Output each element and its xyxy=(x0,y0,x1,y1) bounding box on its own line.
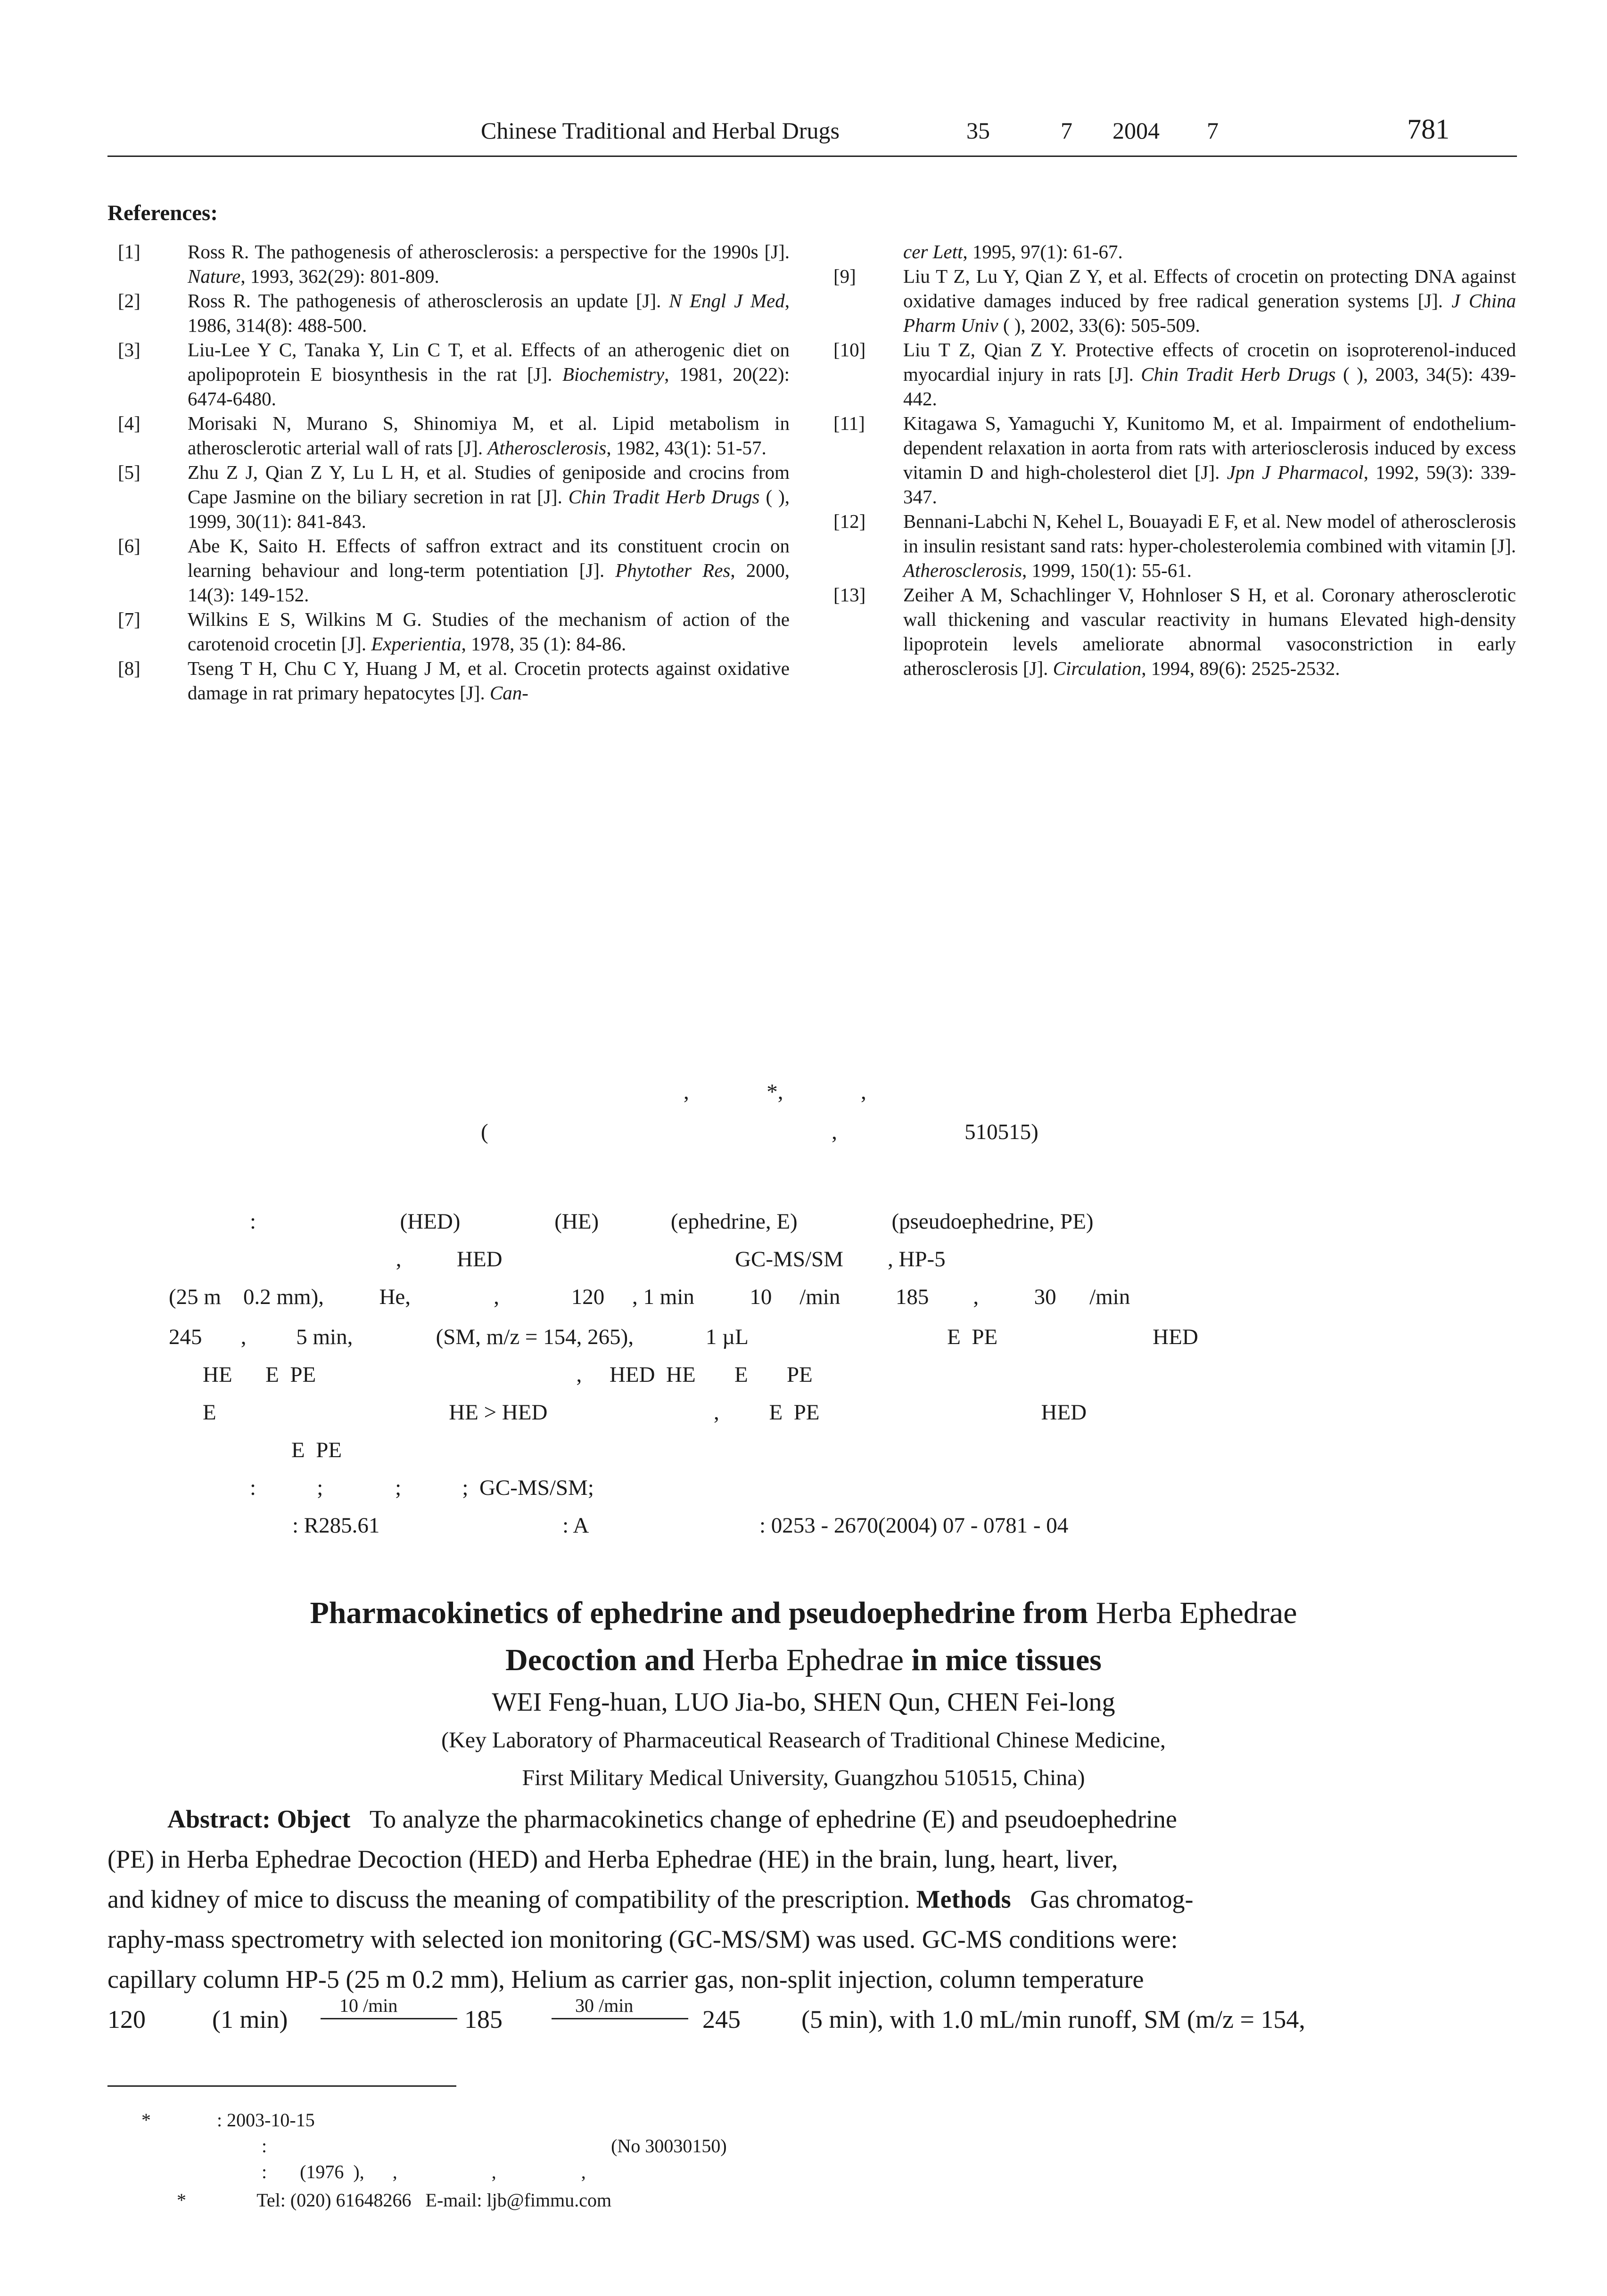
reference-journal: J China Pharm Univ xyxy=(903,290,1516,336)
journal-name: Chinese Traditional and Herbal Drugs xyxy=(481,117,840,144)
reference-text: Morisaki N, Murano S, Shinomiya M, et al. Lipid metabolism in atherosclerotic arterial wall of rats [J]. Atherosclerosis, 1982, 43(1): 51-57. xyxy=(188,412,790,459)
reference-text: Liu T Z, Lu Y, Qian Z Y, et al. Effects of crocetin on protecting DNA against oxidative damages induced by free radical generation systems [J]. J China Pharm Univ ( ), 2002, 33(6): 505-509. xyxy=(903,265,1516,336)
reference-item xyxy=(833,411,1516,509)
reference-journal: Jpn J Pharmacol xyxy=(1227,461,1364,483)
footnote-fund: : (No 30030150) xyxy=(262,2135,727,2157)
cn-authors: , *, , xyxy=(684,1080,866,1104)
reference-number: [2] xyxy=(118,290,140,312)
reference-text: Wilkins E S, Wilkins M G. Studies of the mechanism of action of the carotenoid crocetin [J]. Experientia, 1978, 35 (1): 84-86. xyxy=(188,608,790,655)
cn-abstract-line-6: E HE > HED , E PE HED xyxy=(203,1400,1087,1425)
reference-journal: Can- xyxy=(489,682,528,704)
reference-item xyxy=(118,460,790,533)
footnote-contact: * Tel: (020) 61648266 E-mail: ljb@fimmu.com xyxy=(177,2189,612,2211)
reference-journal: Chin Tradit Herb Drugs xyxy=(568,486,760,508)
reference-text: Liu T Z, Qian Z Y. Protective effects of crocetin on isoproterenol-induced myocardial injury in rats [J]. Chin Tradit Herb Drugs ( ), 2003, 34(5): 439-442. xyxy=(903,339,1516,410)
header-year: 2004 xyxy=(1113,117,1160,144)
cn-keywords: : ; ; ; GC-MS/SM; xyxy=(250,1476,594,1500)
english-abstract-line-3: and kidney of mice to discuss the meaning of compatibility of the prescription. Methods Gas chromatog- xyxy=(107,1885,1194,1913)
reference-continuation: cer Lett, 1995, 97(1): 61-67. xyxy=(903,241,1123,262)
english-title-line-2: Decoction and Herba Ephedrae in mice tissues xyxy=(505,1643,1102,1677)
reference-number: [3] xyxy=(118,339,140,361)
reference-text: Ross R. The pathogenesis of atherosclerosis: a perspective for the 1990s [J]. Nature, 1993, 362(29): 801-809. xyxy=(188,241,790,287)
reference-number: [8] xyxy=(118,657,140,679)
header-issue: 7 xyxy=(1061,117,1072,144)
reference-number: [7] xyxy=(118,608,140,630)
reference-number: [13] xyxy=(833,584,866,606)
reference-item xyxy=(833,337,1516,411)
english-title-line-1: Pharmacokinetics of ephedrine and pseudoephedrine from Herba Ephedrae xyxy=(310,1596,1297,1630)
reference-number: [4] xyxy=(118,412,140,434)
cn-affiliation: ( , 510515) xyxy=(481,1120,1038,1144)
running-header xyxy=(481,117,840,144)
temp-hold-1: (1 min) xyxy=(212,2005,288,2034)
temp-hold-2: (5 min), with 1.0 mL/min runoff, SM (m/z = 154, xyxy=(801,2005,1305,2034)
english-affiliation-1: (Key Laboratory of Pharmaceutical Reasearch of Traditional Chinese Medicine, xyxy=(441,1728,1166,1753)
reference-item xyxy=(118,411,790,460)
reference-journal: Experientia xyxy=(371,633,461,655)
reference-number: [1] xyxy=(118,241,140,262)
reference-item xyxy=(118,288,790,337)
reference-text: Liu-Lee Y C, Tanaka Y, Lin C T, et al. Effects of an atherogenic diet on apolipoprotein E biosynthesis in the rat [J]. Biochemistry, 1981, 20(22): 6474-6480. xyxy=(188,339,790,410)
cn-abstract-line-7: E PE xyxy=(203,1438,342,1462)
reference-number: [12] xyxy=(833,510,866,532)
footnote-author: : (1976 ), , , , xyxy=(262,2161,586,2182)
reference-item xyxy=(118,239,790,288)
reference-text: Zeiher A M, Schachlinger V, Hohnloser S H, et al. Coronary atherosclerotic wall thickening and vascular reactivity in humans Elevated high-density lipoprotein levels ameliorate abnormal vasoconstriction in early atherosclerosis [J]. Circulation, 1994, 89(6): 2525-2532. xyxy=(903,584,1516,679)
cn-classification: : R285.61 : A : 0253 - 2670(2004) 07 - 0781 - 04 xyxy=(292,1513,1069,1538)
reference-item xyxy=(833,582,1516,681)
reference-item xyxy=(833,264,1516,337)
reference-text: Kitagawa S, Yamaguchi Y, Kunitomo M, et al. Impairment of endothelium-dependent relaxation in aorta from rats with arteriosclerosis induced by excess vitamin D and high-cholesterol diet [J]. Jpn J Pharmacol, 1992, 59(3): 339-347. xyxy=(903,412,1516,508)
reference-item xyxy=(833,509,1516,582)
cn-abstract-line-1: : (HED) (HE) (ephedrine, E) (pseudoephedrine, PE) xyxy=(250,1209,1094,1234)
reference-number: [9] xyxy=(833,265,856,287)
references-right-column xyxy=(833,239,1516,681)
cn-abstract-line-4: 245 , 5 min, (SM, m/z = 154, 265), 1 µL E PE HED xyxy=(169,1325,1198,1349)
reference-number: [5] xyxy=(118,461,140,483)
header-rule xyxy=(107,156,1517,157)
reference-item xyxy=(118,533,790,607)
reference-text: Zhu Z J, Qian Z Y, Lu L H, et al. Studies of geniposide and crocins from Cape Jasmine on the biliary secretion in rat [J]. Chin Tradit Herb Drugs ( ), 1999, 30(11): 841-843. xyxy=(188,461,790,532)
reference-item xyxy=(118,607,790,656)
english-abstract-line-2: (PE) in Herba Ephedrae Decoction (HED) and Herba Ephedrae (HE) in the brain, lung, heart, liver, xyxy=(107,1845,1118,1873)
rate-arrow-1 xyxy=(321,2018,457,2019)
reference-journal: Biochemistry xyxy=(562,363,665,385)
reference-number: [6] xyxy=(118,535,140,557)
rate-label-2: 30 /min xyxy=(575,1995,634,2016)
reference-item xyxy=(118,656,790,705)
references-heading: References: xyxy=(107,201,218,225)
reference-text: Abe K, Saito H. Effects of saffron extract and its constituent crocin on learning behaviour and long-term potentiation [J]. Phytother Res, 2000, 14(3): 149-152. xyxy=(188,535,790,606)
reference-journal: Atherosclerosis xyxy=(903,559,1022,581)
footnote-rule xyxy=(107,2085,456,2087)
reference-text: Ross R. The pathogenesis of atherosclerosis an update [J]. N Engl J Med, 1986, 314(8): 488-500. xyxy=(188,290,790,336)
reference-journal: Nature xyxy=(188,265,241,287)
cn-abstract-line-5: HE E PE , HED HE E PE xyxy=(203,1362,813,1387)
rate-arrow-2 xyxy=(552,2018,688,2019)
temp-245: 245 xyxy=(702,2005,741,2034)
reference-journal: Circulation xyxy=(1053,657,1142,679)
header-volume: 35 xyxy=(966,117,990,144)
reference-number: [11] xyxy=(833,412,865,434)
english-authors: WEI Feng-huan, LUO Jia-bo, SHEN Qun, CHEN Fei-long xyxy=(492,1688,1115,1717)
page-number: 781 xyxy=(1407,114,1450,145)
rate-label-1: 10 /min xyxy=(339,1995,398,2016)
english-abstract-line-1: Abstract: Object To analyze the pharmacokinetics change of ephedrine (E) and pseudoephedrine xyxy=(167,1805,1177,1833)
english-abstract-line-5: capillary column HP-5 (25 m 0.2 mm), Helium as carrier gas, non-split injection, column temperature xyxy=(107,1965,1144,1993)
reference-text: Bennani-Labchi N, Kehel L, Bouayadi E F, et al. New model of atherosclerosis in insulin resistant sand rats: hyper-cholesterolemia combined with vitamin [J]. Atherosclerosis, 1999, 150(1): 55-61. xyxy=(903,510,1516,581)
footnote-received: * : 2003-10-15 xyxy=(141,2109,315,2131)
temp-120: 120 xyxy=(107,2005,146,2034)
reference-journal: Phytother Res xyxy=(615,559,731,581)
english-abstract-line-4: raphy-mass spectrometry with selected ion monitoring (GC-MS/SM) was used. GC-MS conditions were: xyxy=(107,1925,1178,1953)
reference-number: [10] xyxy=(833,339,866,361)
reference-journal: Atherosclerosis xyxy=(487,437,607,459)
english-affiliation-2: First Military Medical University, Guangzhou 510515, China) xyxy=(522,1765,1085,1790)
reference-item xyxy=(118,337,790,411)
reference-text: Tseng T H, Chu C Y, Huang J M, et al. Crocetin protects against oxidative damage in rat primary hepatocytes [J]. Can- xyxy=(188,657,790,704)
references-left-column xyxy=(118,239,790,705)
cn-abstract-line-2: , HED GC-MS/SM , HP-5 xyxy=(169,1247,946,1271)
header-month: 7 xyxy=(1207,117,1219,144)
reference-journal: Chin Tradit Herb Drugs xyxy=(1141,363,1336,385)
cn-abstract-line-3: (25 m 0.2 mm), He, , 120 , 1 min 10 /min 185 , 30 /min xyxy=(169,1285,1130,1309)
temp-185: 185 xyxy=(464,2005,503,2034)
reference-journal: N Engl J Med xyxy=(669,290,785,312)
